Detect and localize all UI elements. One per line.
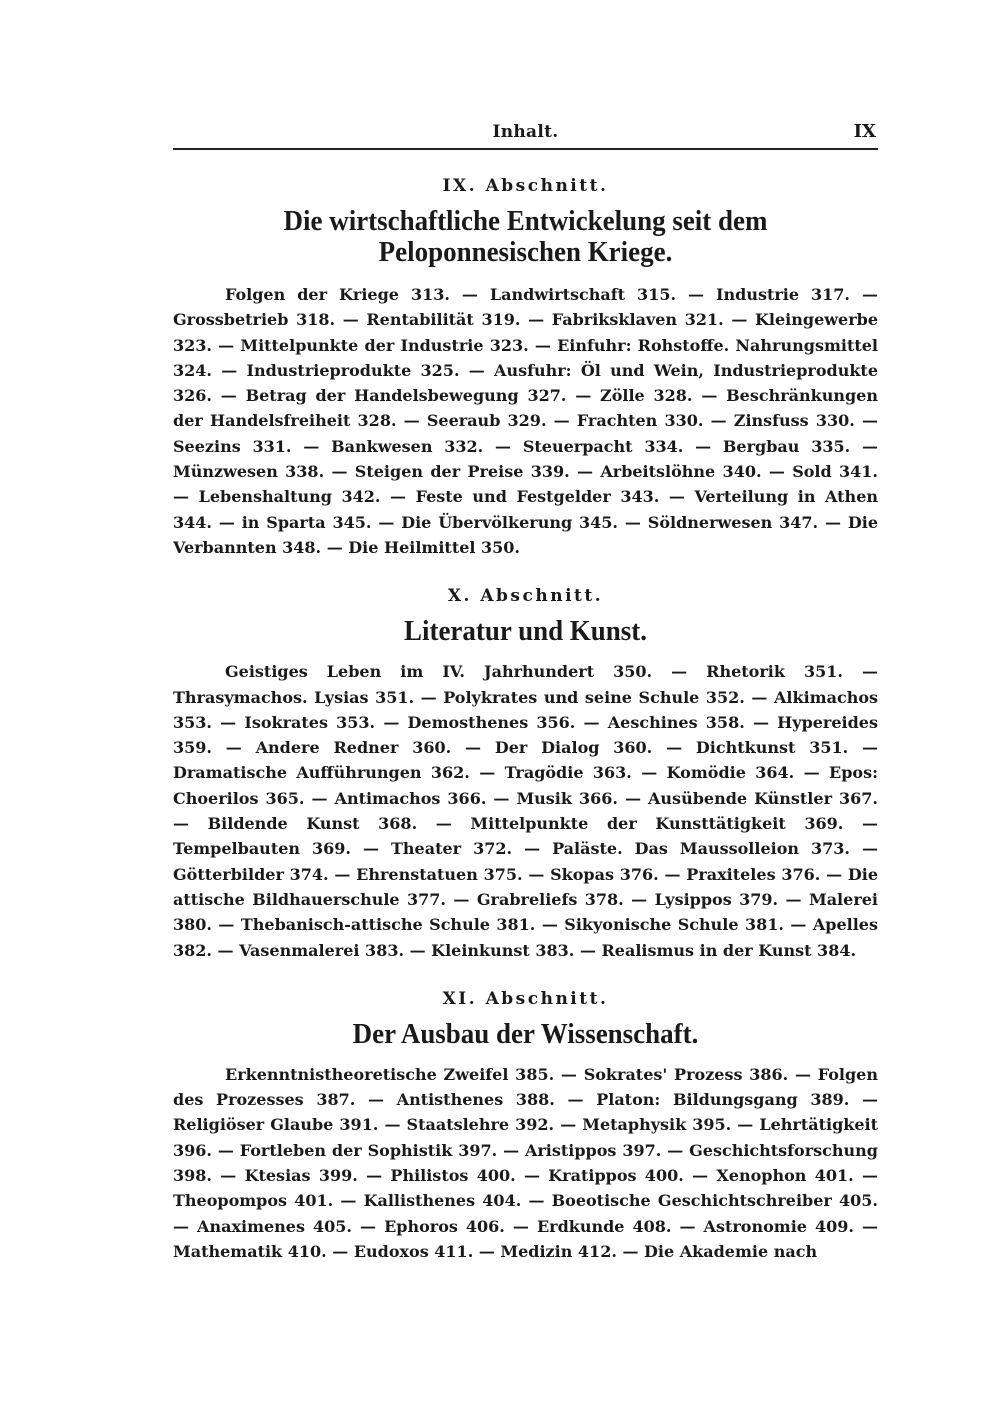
- section-title: Literatur und Kunst.: [403, 615, 648, 648]
- running-title: Inhalt.: [492, 122, 559, 142]
- section-title: Der Ausbau der Wissenschaft.: [352, 1017, 699, 1050]
- section-contents: Erkenntnistheoretische Zweifel 385. — Sokrates' Prozess 386. — Folgen des Prozesses 387. — Antisthenes 388. — Platon: Bildungsgang 389. — Religiöser Glaube 391. — Staatslehre 392. — Metaphysik 395. — Lehrtätigkeit 396. — Fortleben der Sophistik 397. — Aristippos 397. — Geschichtsforschung 398. — Ktesias 399. — Philistos 400. — Kratippos 400. — Xenophon 401. — Theopompos 401. — Kallisthenes 404. — Boeotische Geschichtschreiber 405. — Anaximenes 405. — Ephoros 406. — Erdkunde 408. — Astronomie 409. — Mathematik 410. — Eudoxos 411. — Medizin 412. — Die Akademie nach: [173, 1064, 878, 1261]
- section-x: [173, 586, 878, 963]
- running-header: [173, 118, 878, 150]
- section-title: Die wirtschaftliche Entwickelung seit dem Peloponnesischen Kriege.: [283, 205, 768, 268]
- section-ix: [173, 176, 878, 560]
- section-contents: Geistiges Leben im IV. Jahrhundert 350. — Rhetorik 351. — Thrasymachos. Lysias 351. — Polykrates und seine Schule 352. — Alkimachos 353. — Isokrates 353. — Demosthenes 356. — Aeschines 358. — Hypereides 359. — Andere Redner 360. — Der Dialog 360. — Dichtkunst 351. — Dramatische Aufführungen 362. — Tragödie 363. — Komödie 364. — Epos: Choerilos 365. — Antimachos 366. — Musik 366. — Ausübende Künstler 367. — Bildende Kunst 368. — Mittelpunkte der Kunsttätigkeit 369. — Tempelbauten 369. — Theater 372. — Paläste. Das Maussolleion 373. — Götterbilder 374. — Ehrenstatuen 375. — Skopas 376. — Praxiteles 376. — Die attische Bildhauerschule 377. — Grabreliefs 378. — Lysippos 379. — Malerei 380. — Thebanisch-attische Schule 381. — Sikyonische Schule 381. — Apelles 382. — Vasenmalerei 383. — Kleinkunst 383. — Realismus in der Kunst 384.: [173, 662, 878, 960]
- section-label: XI. Abschnitt.: [442, 988, 609, 1009]
- page-number: IX: [853, 121, 876, 142]
- section-label: IX. Abschnitt.: [442, 176, 609, 196]
- section-xi: [173, 989, 878, 1264]
- section-label: X. Abschnitt.: [447, 586, 604, 607]
- book-page: [173, 118, 878, 1264]
- section-contents: Folgen der Kriege 313. — Landwirtschaft 315. — Industrie 317. — Grossbetrieb 318. — Rentabilität 319. — Fabriksklaven 321. — Kleingewerbe 323. — Mittelpunkte der Industrie 323. — Einfuhr: Rohstoffe. Nahrungsmittel 324. — Industrieprodukte 325. — Ausfuhr: Öl und Wein, Industrieprodukte 326. — Betrag der Handelsbewegung 327. — Zölle 328. — Beschränkungen der Handelsfreiheit 328. — Seeraub 329. — Frachten 330. — Zinsfuss 330. — Seezins 331. — Bankwesen 332. — Steuerpacht 334. — Bergbau 335. — Münzwesen 338. — Steigen der Preise 339. — Arbeitslöhne 340. — Sold 341. — Lebenshaltung 342. — Feste und Festgelder 343. — Verteilung in Athen 344. — in Sparta 345. — Die Übervölkerung 345. — Söldnerwesen 347. — Die Verbannten 348. — Die Heilmittel 350.: [173, 285, 878, 557]
